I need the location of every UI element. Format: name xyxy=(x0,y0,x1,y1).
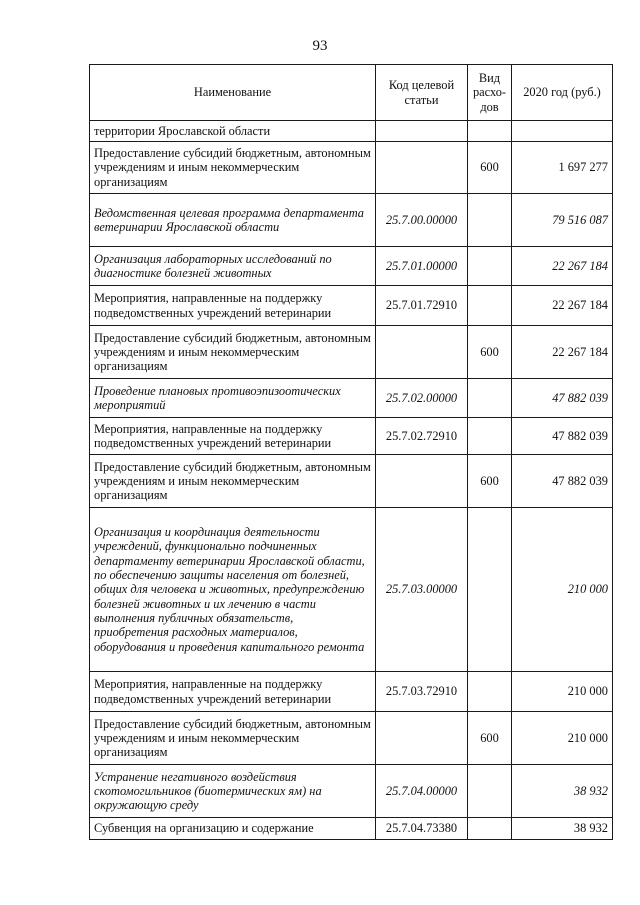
table-row xyxy=(90,508,613,672)
row-type xyxy=(468,286,512,326)
row-sum: 210 000 xyxy=(512,508,613,672)
row-name: Предоставление субсидий бюджетным, автономным учреждениям и иным некоммерческим организациям xyxy=(90,326,376,379)
row-type xyxy=(468,818,512,840)
table-row xyxy=(90,286,613,326)
table-row xyxy=(90,247,613,286)
row-type: 600 xyxy=(468,326,512,379)
row-code: 25.7.01.00000 xyxy=(376,247,468,286)
header-name: Наименование xyxy=(90,65,376,121)
row-name: Мероприятия, направленные на поддержку подведомственных учреждений ветеринарии xyxy=(90,286,376,326)
header-code: Код целевой статьи xyxy=(376,65,468,121)
table-row xyxy=(90,712,613,765)
table-row xyxy=(90,765,613,818)
table-row xyxy=(90,142,613,194)
row-sum: 210 000 xyxy=(512,672,613,712)
row-code: 25.7.03.00000 xyxy=(376,508,468,672)
row-type: 600 xyxy=(468,142,512,194)
row-name: Предоставление субсидий бюджетным, автономным учреждениям и иным некоммерческим организациям xyxy=(90,712,376,765)
table-row xyxy=(90,379,613,418)
row-type xyxy=(468,672,512,712)
page-number: 93 xyxy=(312,38,328,54)
budget-table xyxy=(89,64,613,840)
row-name: Устранение негативного воздействия скотомогильников (биотермических ям) на окружающую среду xyxy=(90,765,376,818)
row-name: Мероприятия, направленные на поддержку подведомственных учреждений ветеринарии xyxy=(90,672,376,712)
table-row xyxy=(90,194,613,247)
row-type xyxy=(468,121,512,142)
row-type: 600 xyxy=(468,712,512,765)
row-type xyxy=(468,418,512,455)
table-row xyxy=(90,672,613,712)
row-name: Организация и координация деятельности учреждений, функционально подчиненных департаменту ветеринарии Ярославской области, по обеспечению защиты населения от болезней, общих для человека и животных, предупреждению болезней животных и их лечению в части выполнения публичных обязательств, приобретения расходных материалов, оборудования и проведения капитального ремонта xyxy=(90,508,376,672)
row-sum: 47 882 039 xyxy=(512,455,613,508)
header-type: Вид расхо-дов xyxy=(468,65,512,121)
row-code: 25.7.01.72910 xyxy=(376,286,468,326)
row-name: Организация лабораторных исследований по диагностике болезней животных xyxy=(90,247,376,286)
table-row xyxy=(90,818,613,840)
row-name: Ведомственная целевая программа департамента ветеринарии Ярославской области xyxy=(90,194,376,247)
row-type xyxy=(468,508,512,672)
header-sum: 2020 год (руб.) xyxy=(512,65,613,121)
row-code xyxy=(376,142,468,194)
row-type xyxy=(468,247,512,286)
row-sum: 47 882 039 xyxy=(512,379,613,418)
row-code: 25.7.04.73380 xyxy=(376,818,468,840)
row-type xyxy=(468,379,512,418)
row-sum: 38 932 xyxy=(512,818,613,840)
row-sum: 210 000 xyxy=(512,712,613,765)
row-code xyxy=(376,121,468,142)
row-code: 25.7.02.00000 xyxy=(376,379,468,418)
row-sum: 1 697 277 xyxy=(512,142,613,194)
row-sum: 47 882 039 xyxy=(512,418,613,455)
row-code: 25.7.00.00000 xyxy=(376,194,468,247)
row-sum: 22 267 184 xyxy=(512,286,613,326)
row-name: территории Ярославской области xyxy=(90,121,376,142)
table-header-row xyxy=(90,65,613,121)
row-code xyxy=(376,712,468,765)
row-type xyxy=(468,765,512,818)
row-name: Субвенция на организацию и содержание xyxy=(90,818,376,840)
row-code: 25.7.03.72910 xyxy=(376,672,468,712)
row-sum xyxy=(512,121,613,142)
table-row xyxy=(90,121,613,142)
row-type xyxy=(468,194,512,247)
row-sum: 79 516 087 xyxy=(512,194,613,247)
row-type: 600 xyxy=(468,455,512,508)
row-code xyxy=(376,455,468,508)
row-sum: 38 932 xyxy=(512,765,613,818)
row-sum: 22 267 184 xyxy=(512,247,613,286)
row-code xyxy=(376,326,468,379)
table-row xyxy=(90,455,613,508)
table-row xyxy=(90,418,613,455)
row-code: 25.7.02.72910 xyxy=(376,418,468,455)
row-sum: 22 267 184 xyxy=(512,326,613,379)
row-name: Предоставление субсидий бюджетным, автономным учреждениям и иным некоммерческим организациям xyxy=(90,142,376,194)
row-name: Мероприятия, направленные на поддержку подведомственных учреждений ветеринарии xyxy=(90,418,376,455)
row-code: 25.7.04.00000 xyxy=(376,765,468,818)
row-name: Предоставление субсидий бюджетным, автономным учреждениям и иным некоммерческим организациям xyxy=(90,455,376,508)
row-name: Проведение плановых противоэпизоотических мероприятий xyxy=(90,379,376,418)
table-row xyxy=(90,326,613,379)
